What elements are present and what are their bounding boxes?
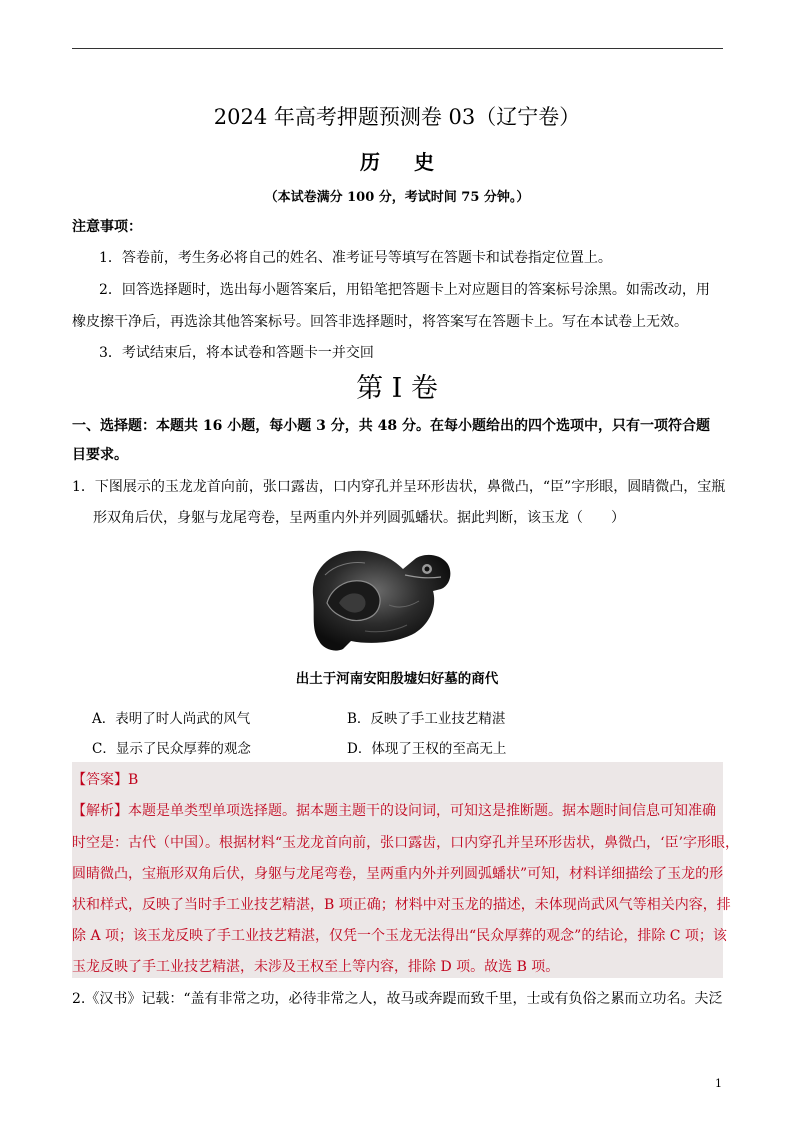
option-d: D．体现了王权的至高无上 xyxy=(347,741,507,757)
section-instruction-line-1: 一、选择题：本题共 16 小题，每小题 3 分，共 48 分。在每小题给出的四个选项中，只有一项符合题 xyxy=(72,418,710,434)
header-rule xyxy=(72,48,723,49)
note-item-2-line-2: 橡皮擦干净后，再选涂其他答案标号。回答非选择题时，将答案写在答题卡上。写在本试卷上无效。 xyxy=(72,314,688,330)
section-instruction-line-2: 目要求。 xyxy=(72,447,128,463)
note-item-3: 3．考试结束后，将本试卷和答题卡一并交回 xyxy=(99,345,374,361)
analysis-line-5: 除 A 项；该玉龙反映了手工业技艺精湛，仅凭一个玉龙无法得出“民众厚葬的观念”的结论，排除 C 项；该 xyxy=(72,928,727,944)
subject-title: 历史 xyxy=(360,150,468,174)
analysis-line-1 xyxy=(72,800,723,820)
answer-label: 【答案】 xyxy=(72,772,128,788)
exam-info: （本试卷满分 100 分，考试时间 75 分钟。） xyxy=(264,190,530,205)
analysis-line-3: 圆睛微凸，宝瓶形双角后伏，身躯与龙尾弯卷，呈两重内外并列圆弧蟠状”可知，材料详细描绘了玉龙的形 xyxy=(72,866,724,882)
jade-dragon-image xyxy=(305,545,455,655)
exam-title: 2024 年高考押题预测卷 03（辽宁卷） xyxy=(213,105,581,129)
page-number: 1 xyxy=(715,1077,722,1090)
analysis-line-4: 状和样式，反映了当时手工业技艺精湛，B 项正确；材料中对玉龙的描述，未体现尚武风气等相关内容，排 xyxy=(72,897,731,913)
answer-line xyxy=(72,769,723,789)
question-1-stem-line-2: 形双角后伏，身躯与龙尾弯卷，呈两重内外并列圆弧蟠状。据此判断，该玉龙（ ） xyxy=(93,510,625,526)
note-item-2-line-1: 2．回答选择题时，选出每小题答案后，用铅笔把答题卡上对应题目的答案标号涂黑。如需改动，用 xyxy=(99,282,710,298)
option-c: C．显示了民众厚葬的观念 xyxy=(92,741,251,757)
analysis-text-1: 本题是单类型单项选择题。据本题主题干的设问词，可知这是推断题。据本题时间信息可知准确 xyxy=(128,803,716,819)
section-title: 第 I 卷 xyxy=(356,373,438,404)
analysis-label: 【解析】 xyxy=(72,803,128,819)
image-caption: 出土于河南安阳殷墟妇好墓的商代 xyxy=(295,671,499,687)
note-item-1: 1．答卷前，考生务必将自己的姓名、准考证号等填写在答题卡和试卷指定位置上。 xyxy=(99,250,612,266)
analysis-line-2: 时空是：古代（中国）。根据材料“玉龙龙首向前，张口露齿，口内穿孔并呈环形齿状，鼻微凸，‘臣’字形眼， xyxy=(72,835,740,851)
question-2-stem-line-1: 2.《汉书》记载：“盖有非常之功，必待非常之人，故马或奔踶而致千里，士或有负俗之累而立功名。夫泛 xyxy=(72,991,723,1007)
analysis-line-6: 玉龙反映了手工业技艺精湛，未涉及王权至上等内容，排除 D 项。故选 B 项。 xyxy=(72,959,560,975)
option-a: A．表明了时人尚武的风气 xyxy=(92,711,251,727)
option-b: B．反映了手工业技艺精湛 xyxy=(347,711,506,727)
question-1-stem-line-1: 1．下图展示的玉龙龙首向前，张口露齿，口内穿孔并呈环形齿状，鼻微凸，“臣”字形眼，圆睛微凸，宝瓶 xyxy=(72,479,726,495)
notes-heading: 注意事项： xyxy=(72,219,142,235)
answer-value: B xyxy=(128,772,139,788)
